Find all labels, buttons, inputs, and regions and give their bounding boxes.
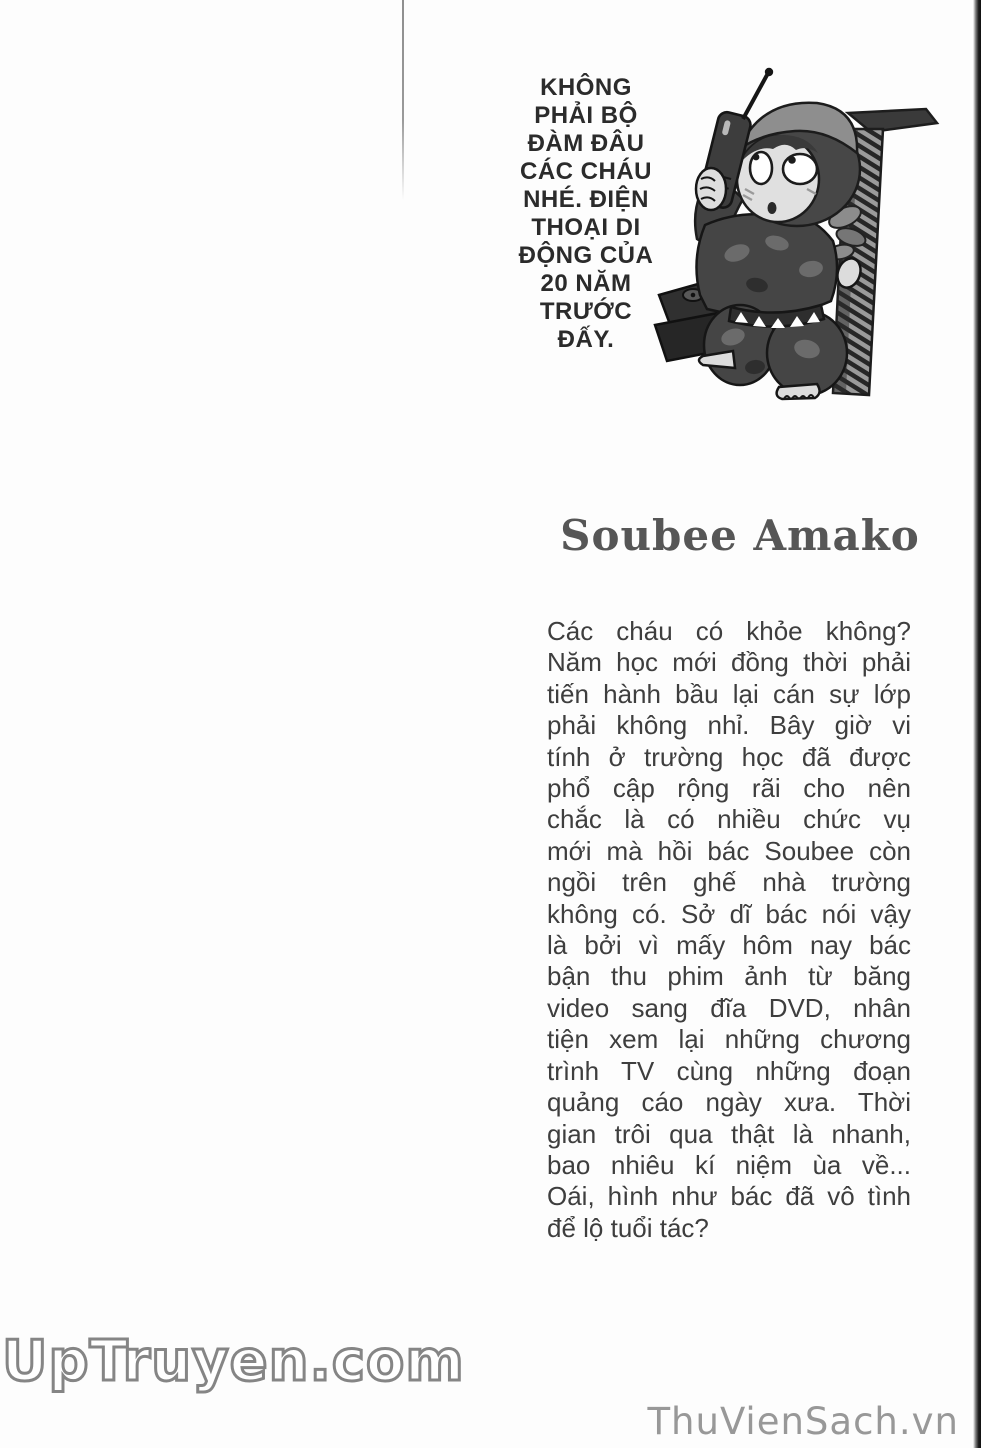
caption-line: ĐỘNG CỦA (518, 242, 654, 269)
page-fold-line (402, 0, 404, 200)
message-line: tính ở trường học đã được (547, 741, 911, 772)
message-line: phải không nhỉ. Bây giờ vi (547, 710, 911, 741)
message-line: tiện xem lại những chương (547, 1024, 911, 1055)
caption-line: ĐÀM ĐÂU (527, 130, 645, 157)
watermark-uptruyen: UpTruyen.com (2, 1329, 465, 1394)
message-line: quảng cáo ngày xưa. Thời (547, 1087, 911, 1118)
message-line: ngồi trên ghế nhà trường (547, 867, 911, 898)
message-line: Oái, hình như bác đã vô tình (547, 1181, 911, 1212)
author-name: Soubee Amako (560, 511, 920, 560)
message-line: video sang đĩa DVD, nhân (547, 992, 911, 1023)
message-line: Các cháu có khỏe không? (547, 616, 911, 646)
message-line: là bởi vì mấy hôm nay bác (547, 930, 911, 961)
scan-edge-shadow (973, 0, 981, 1448)
message-line: mới mà hồi bác Soubee còn (547, 835, 911, 866)
author-message (547, 616, 911, 1244)
message-line: gian trôi qua thật là nhanh, (547, 1118, 911, 1149)
message-line: phổ cập rộng rãi cho nên (547, 773, 911, 804)
caption-line: THOẠI DI (531, 214, 641, 241)
caption-line: PHẢI BỘ (534, 102, 638, 129)
caption-line: ĐẤY. (557, 326, 615, 353)
caption-line: KHÔNG (540, 74, 632, 101)
message-line: bận thu phim ảnh từ băng (547, 961, 911, 992)
message-line: để lộ tuổi tác? (547, 1212, 709, 1243)
message-line: không có. Sở dĩ bác nói vậy (547, 898, 911, 929)
caption-line: NHÉ. ĐIỆN (523, 186, 649, 213)
message-line: chắc là có nhiều chức vụ (547, 804, 911, 835)
message-line: tiến hành bầu lại cán sự lớp (547, 678, 911, 709)
message-line: Năm học mới đồng thời phải (547, 647, 911, 678)
caption-line: CÁC CHÁU (520, 158, 652, 185)
caption-line: TRƯỚC (539, 298, 633, 325)
watermark-thuviensach: ThuVienSach.vn (647, 1400, 959, 1443)
author-self-portrait-illustration (645, 57, 945, 402)
message-line: trình TV cùng những đoạn (547, 1055, 911, 1086)
caption-line: 20 NĂM (540, 270, 632, 297)
message-line: bao nhiêu kí niệm ùa về... (547, 1149, 911, 1180)
